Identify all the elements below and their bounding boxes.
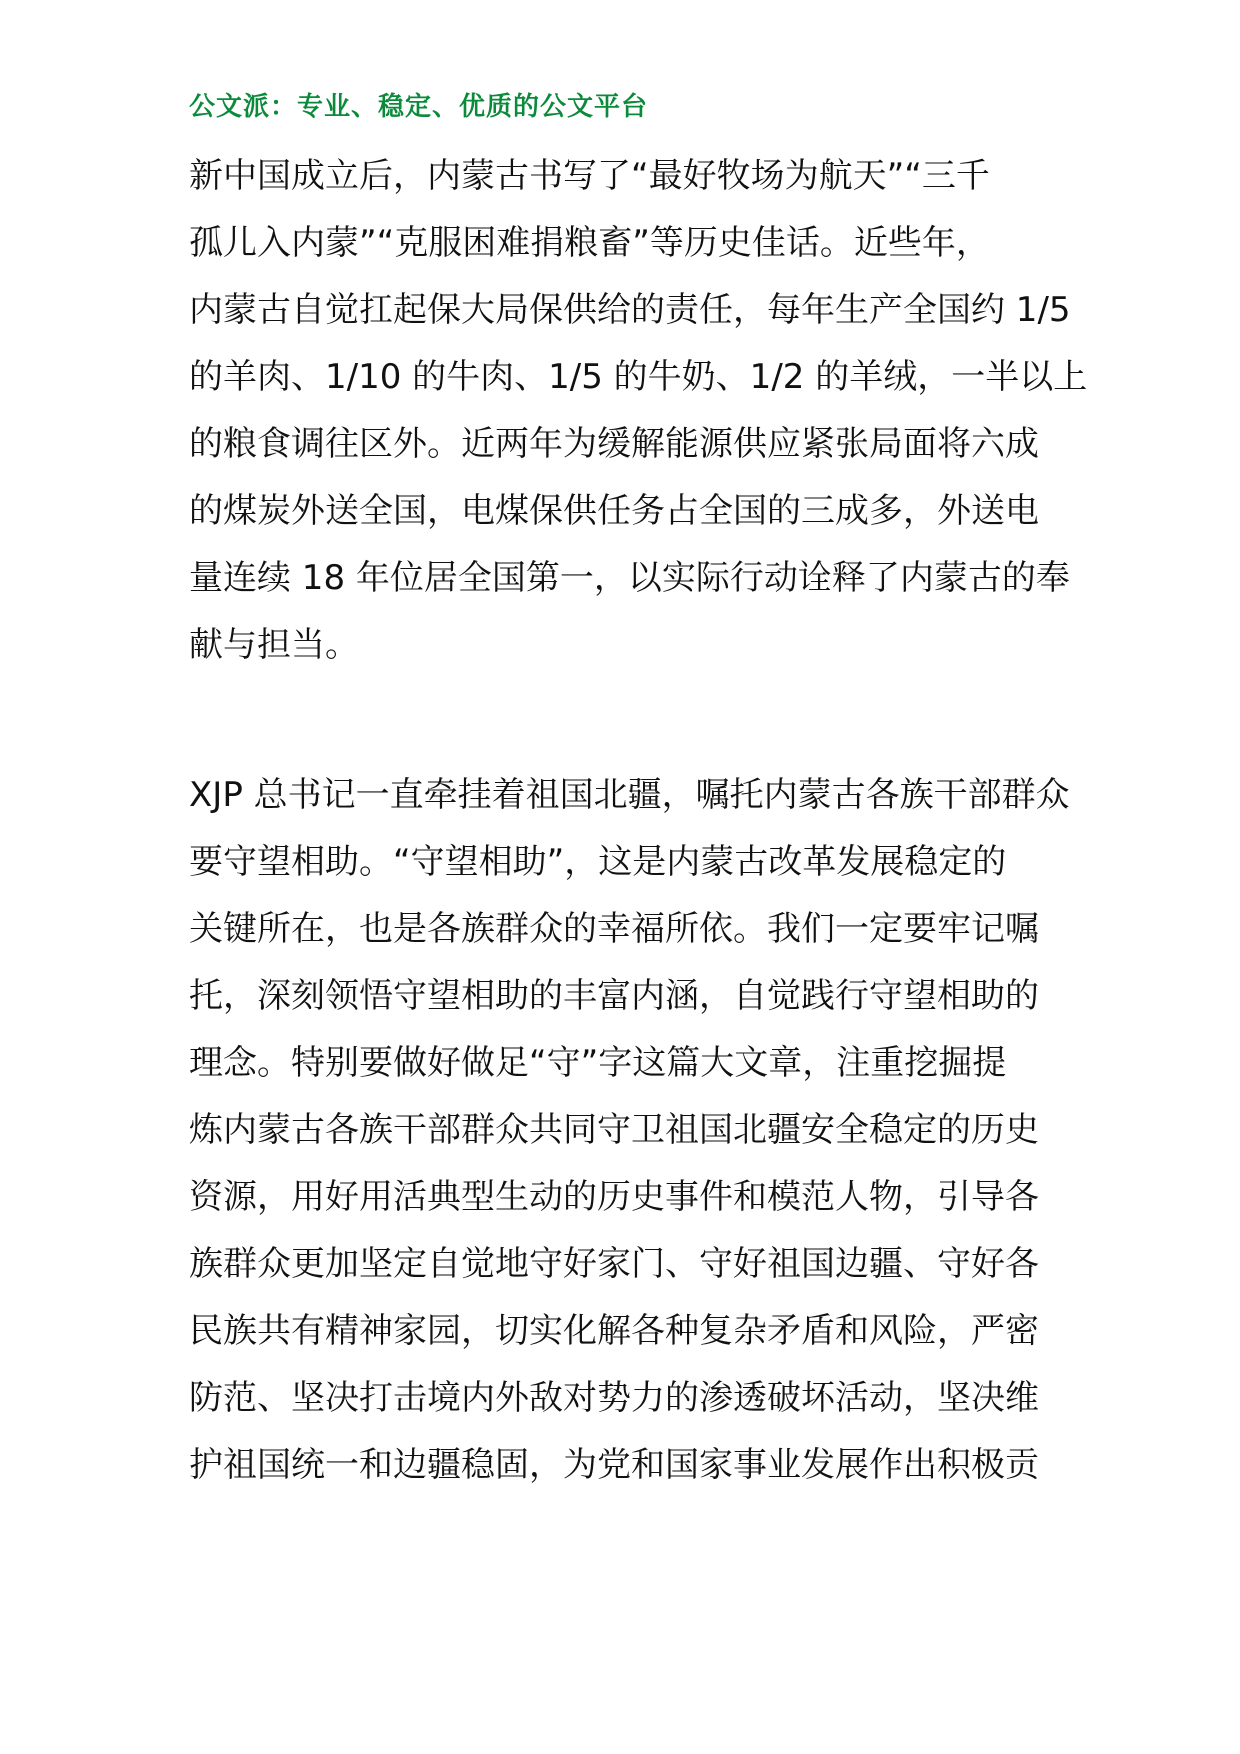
paragraph-line: 护祖国统一和边疆稳固，为党和国家事业发展作出积极贡 — [189, 1445, 1039, 1485]
paragraph-line: 要守望相助。“守望相助”，这是内蒙古改革发展稳定的 — [189, 842, 1007, 882]
paragraph-line: 孤儿入内蒙”“克服困难捐粮畜”等历史佳话。近些年， — [189, 223, 990, 263]
paragraph-line: 托，深刻领悟守望相助的丰富内涵，自觉践行守望相助的 — [189, 976, 1039, 1016]
paragraph-line: 的煤炭外送全国，电煤保供任务占全国的三成多，外送电 — [189, 491, 1039, 531]
paragraph-line: 新中国成立后，内蒙古书写了“最好牧场为航天”“三千 — [189, 156, 990, 196]
paragraph-line: 的羊肉、1/10 的牛肉、1/5 的牛奶、1/2 的羊绒，一半以上 — [189, 357, 1088, 397]
paragraph-line: 民族共有精神家园，切实化解各种复杂矛盾和风险，严密 — [189, 1311, 1039, 1351]
paragraph-line: XJP 总书记一直牵挂着祖国北疆，嘱托内蒙古各族干部群众 — [189, 775, 1070, 815]
paragraph-line: 的粮食调往区外。近两年为缓解能源供应紧张局面将六成 — [189, 424, 1039, 464]
paragraph-line: 防范、坚决打击境内外敌对势力的渗透破坏活动，坚决维 — [189, 1378, 1039, 1418]
paragraph-line: 献与担当。 — [189, 625, 359, 665]
paragraph-line: 量连续 18 年位居全国第一，以实际行动诠释了内蒙古的奉 — [189, 558, 1070, 598]
paragraph-line: 族群众更加坚定自觉地守好家门、守好祖国边疆、守好各 — [189, 1244, 1039, 1284]
page-header: 公文派：专业、稳定、优质的公文平台 — [189, 92, 649, 122]
paragraph-line: 关键所在，也是各族群众的幸福所依。我们一定要牢记嘱 — [189, 909, 1039, 949]
paragraph-line: 理念。特别要做好做足“守”字这篇大文章，注重挖掘提 — [189, 1043, 1007, 1083]
paragraph-line: 炼内蒙古各族干部群众共同守卫祖国北疆安全稳定的历史 — [189, 1110, 1039, 1150]
paragraph-line: 资源，用好用活典型生动的历史事件和模范人物，引导各 — [189, 1177, 1039, 1217]
paragraph-line: 内蒙古自觉扛起保大局保供给的责任，每年生产全国约 1/5 — [189, 290, 1071, 330]
